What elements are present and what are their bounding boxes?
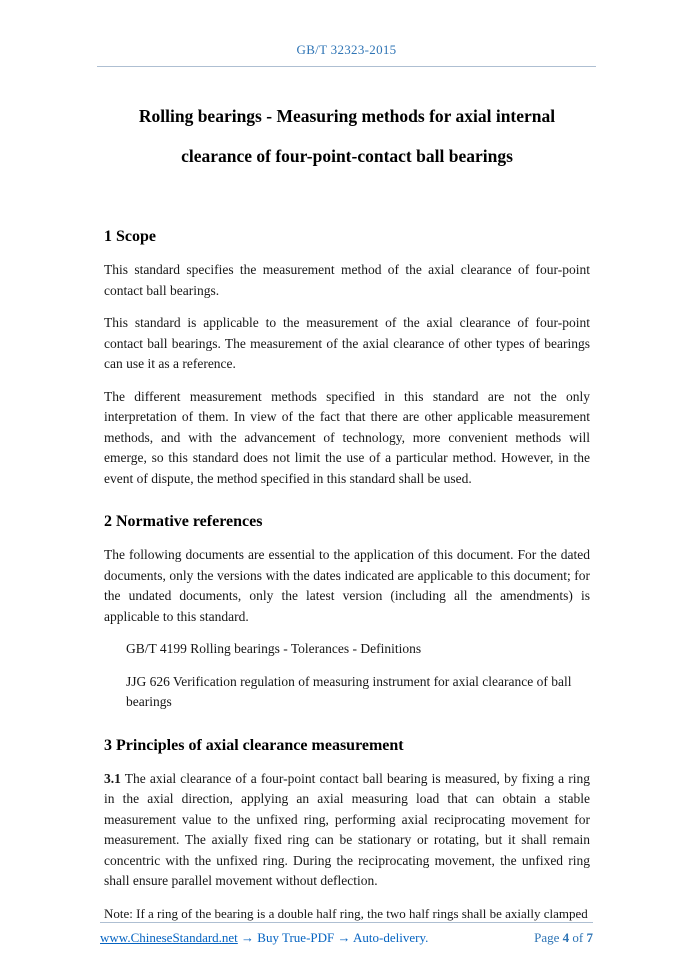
normative-reference-2: JJG 626 Verification regulation of measuring instrument for axial clearance of ball bearings [126,673,572,709]
note-paragraph: Note: If a ring of the bearing is a double half ring, the two half rings shall be axially clamped [104,905,588,921]
chinesestandard-link[interactable]: www.ChineseStandard.net [100,930,238,945]
normative-paragraph-1: The following documents are essential to the application of this document. For the dated documents, only the versions with the dates indicated are applicable to this document; for the undated documents, only the latest version (including all the amendments) is applicable to this standard. [104,547,590,624]
section-heading-normative-references: 2 Normative references [104,513,263,530]
footer-buy-true-pdf-text: Buy True-PDF [257,930,335,945]
doc-number: GB/T 32323-2015 [296,42,397,57]
page-footer [100,922,593,946]
page-header [0,0,693,67]
scope-paragraph-1: This standard specifies the measurement method of the axial clearance of four-point contact ball bearings. [104,262,590,298]
scope-paragraph-3: The different measurement methods specified in this standard are not the only interpretation of them. In view of the fact that there are other applicable measurement methods, and with the advancement of technology, more convenient methods will emerge, so this standard does not limit the use of a particular method. However, in the event of dispute, the method specified in this standard shall be used. [104,388,590,486]
normative-reference-1: GB/T 4199 Rolling bearings - Tolerances - Definitions [126,641,422,656]
scope-paragraph-2: This standard is applicable to the measurement of the axial clearance of four-point contact ball bearings. The measurement of the axial clearance of other types of bearings can use it as a reference. [104,315,590,371]
page-total-number: 7 [586,930,593,945]
title-line-2: clearance of four-point-contact ball bearings [181,146,513,166]
document-title [104,96,590,176]
page-label: Page [534,930,560,945]
page-current-number: 4 [562,930,570,945]
footer-left [100,930,428,946]
footer-divider [100,922,593,923]
footer-row [100,930,593,946]
title-line-1: Rolling bearings - Measuring methods for axial internal [138,106,556,126]
page-of-label: of [572,930,584,945]
footer-arrow-icon: → [241,930,255,945]
principles-paragraph-3-1 [104,769,590,892]
section-heading-scope: 1 Scope [104,228,156,245]
header-divider [97,66,596,67]
clause-number-3-1: 3.1 [104,770,121,786]
document-content [104,90,590,924]
page-indicator [534,930,593,946]
footer-arrow-icon: → [337,930,351,945]
footer-auto-delivery-text: Auto-delivery. [353,930,429,945]
section-heading-principles: 3 Principles of axial clearance measurement [104,736,404,754]
clause-text-3-1: The axial clearance of a four-point contact ball bearing is measured, by fixing a ring in the axial direction, applying an axial measuring load that can obtain a stable measurement value to the unfixed ring, performing axial reciprocating movement for measurement. The axially fixed ring can be stationary or rotating, but it shall remain concentric with the unfixed ring. During the reciprocating movement, the unfixed ring shall ensure parallel movement without deflection. [104,770,590,888]
